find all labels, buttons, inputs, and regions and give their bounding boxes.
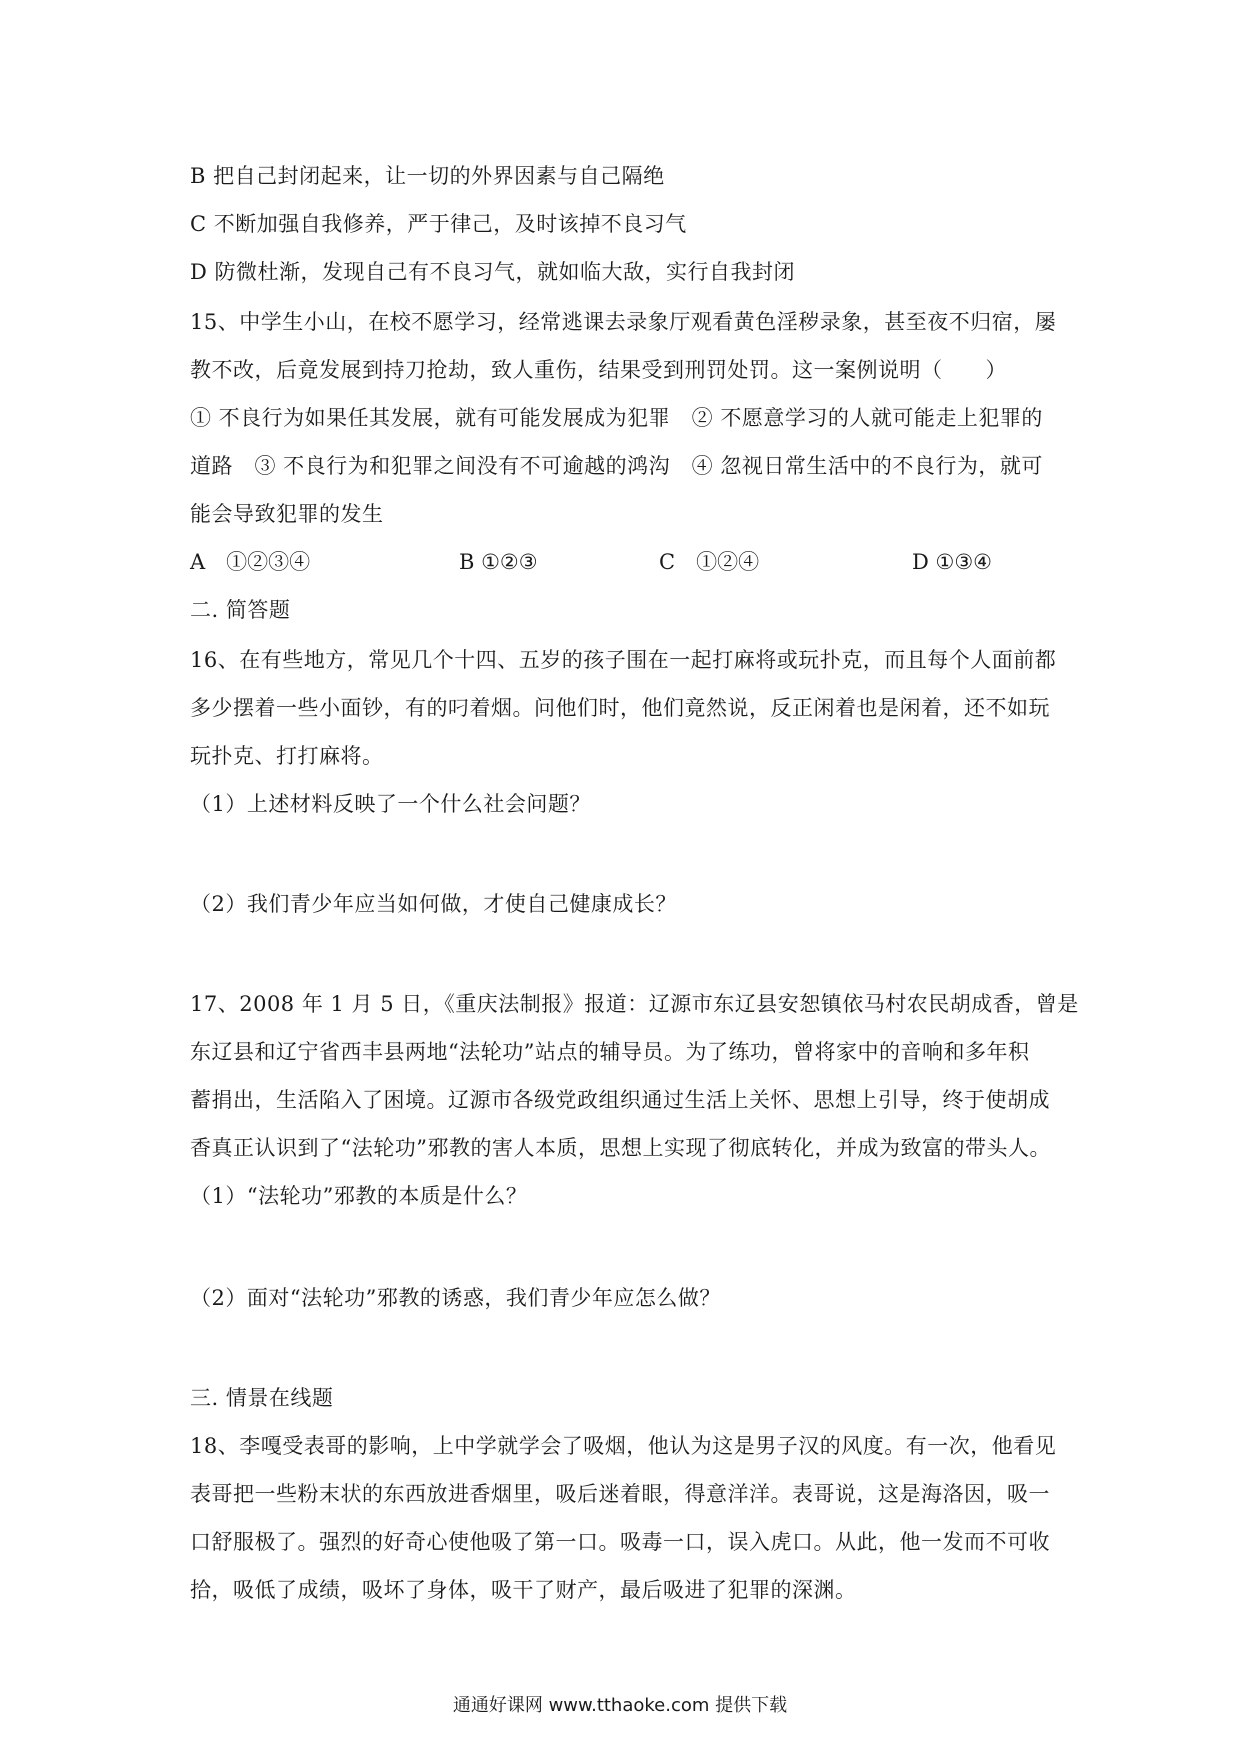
q16-line-1: 16、在有些地方，常见几个十四、五岁的孩子围在一起打麻将或玩扑克，而且每个人面前都 xyxy=(190,648,1057,672)
q16-subquestion-1: （1）上述材料反映了一个什么社会问题？ xyxy=(190,792,591,816)
q15-statements-line-3: 能会导致犯罪的发生 xyxy=(190,502,384,526)
q15-statements-line-1: ① 不良行为如果任其发展，就有可能发展成为犯罪 ② 不愿意学习的人就可能走上犯罪的 xyxy=(190,406,1043,430)
q15-stem-line-1: 15、中学生小山，在校不愿学习，经常逃课去录象厅观看黄色淫秽录象，甚至夜不归宿，屡 xyxy=(190,310,1057,334)
q17-line-3: 蓄捐出，生活陷入了困境。辽源市各级党政组织通过生活上关怀、思想上引导，终于使胡成 xyxy=(190,1088,1050,1112)
q14-option-c: C 不断加强自我修养，严于律己，及时该掉不良习气 xyxy=(190,212,687,236)
section-3-title: 三. 情景在线题 xyxy=(190,1386,334,1410)
q15-stem-line-2: 教不改，后竟发展到持刀抢劫，致人重伤，结果受到刑罚处罚。这一案例说明（ ） xyxy=(190,358,1007,382)
q18-line-3: 口舒服极了。强烈的好奇心使他吸了第一口。吸毒一口，误入虎口。从此，他一发而不可收 xyxy=(190,1530,1050,1554)
q17-line-4: 香真正认识到了“法轮功”邪教的害人本质，思想上实现了彻底转化，并成为致富的带头人。 xyxy=(190,1136,1051,1160)
section-2-title: 二. 简答题 xyxy=(190,598,291,622)
q15-option-d: D ①③④ xyxy=(912,550,992,574)
q14-option-d: D 防微杜渐，发现自己有不良习气，就如临大敌，实行自我封闭 xyxy=(190,260,796,284)
page-footer: 通通好课网 www.tthaoke.com 提供下载 xyxy=(452,1695,788,1716)
q16-line-3: 玩扑克、打打麻将。 xyxy=(190,744,384,768)
q14-option-b: B 把自己封闭起来，让一切的外界因素与自己隔绝 xyxy=(190,164,665,188)
q16-line-2: 多少摆着一些小面钞，有的叼着烟。问他们时，他们竟然说，反正闲着也是闲着，还不如玩 xyxy=(190,696,1050,720)
q17-line-1: 17、2008 年 1 月 5 日，《重庆法制报》报道：辽源市东辽县安恕镇依马村农民胡成香，曾是 xyxy=(190,992,1079,1016)
q17-subquestion-2: （2）面对“法轮功”邪教的诱惑，我们青少年应怎么做？ xyxy=(190,1286,721,1310)
q18-line-2: 表哥把一些粉末状的东西放进香烟里，吸后迷着眼，得意洋洋。表哥说，这是海洛因，吸一 xyxy=(190,1482,1050,1506)
q17-line-2: 东辽县和辽宁省西丰县两地“法轮功”站点的辅导员。为了练功，曾将家中的音响和多年积 xyxy=(190,1040,1030,1064)
q15-option-c: C ①②④ xyxy=(659,550,760,574)
q15-option-a: A ①②③④ xyxy=(190,550,311,574)
q15-statements-line-2: 道路 ③ 不良行为和犯罪之间没有不可逾越的鸿沟 ④ 忽视日常生活中的不良行为，就可 xyxy=(190,454,1043,478)
q16-subquestion-2: （2）我们青少年应当如何做，才使自己健康成长？ xyxy=(190,892,677,916)
q17-subquestion-1: （1）“法轮功”邪教的本质是什么？ xyxy=(190,1184,528,1208)
q18-line-4: 拾，吸低了成绩，吸坏了身体，吸干了财产，最后吸进了犯罪的深渊。 xyxy=(190,1578,857,1602)
q15-option-b: B ①②③ xyxy=(459,550,538,574)
q18-line-1: 18、李嘎受表哥的影响，上中学就学会了吸烟，他认为这是男子汉的风度。有一次，他看见 xyxy=(190,1434,1057,1458)
